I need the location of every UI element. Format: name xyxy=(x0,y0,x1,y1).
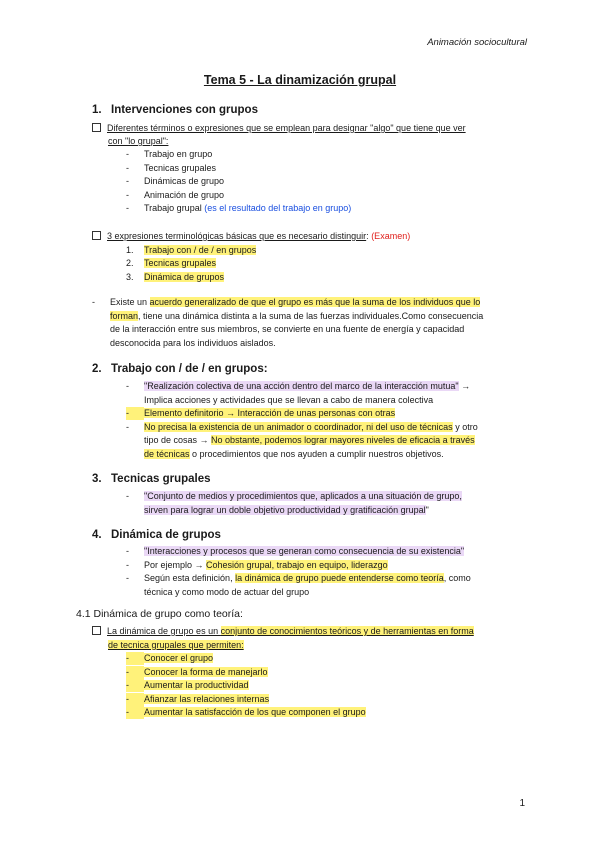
section-1-title: Intervenciones con grupos xyxy=(111,104,258,116)
exam-tag: (Examen) xyxy=(371,231,411,241)
list-item: - Aumentar la satisfacción de los que componen el grupo xyxy=(126,706,366,719)
checkbox-icon[interactable] xyxy=(92,123,101,132)
page-title: Tema 5 - La dinamización grupal xyxy=(203,73,397,87)
list-item: 1. Trabajo con / de / en grupos xyxy=(126,244,257,255)
subsection-4-1-heading: 4.1 Dinámica de grupo como teoría: xyxy=(76,608,243,620)
list-item: - No precisa la existencia de un animador o coordinador, ni del uso de técnicas y otro xyxy=(126,421,478,432)
list-item: 2. Tecnicas grupales xyxy=(126,258,217,268)
list-item: - Aumentar la productividad xyxy=(126,679,249,692)
section-4-heading: 4. Dinámica de grupos xyxy=(92,529,221,541)
list-item: - Afianzar las relaciones internas xyxy=(126,693,269,706)
paragraph-line1: Existe un acuerdo generalizado de que el grupo es más que la suma de los individuos que lo xyxy=(110,297,481,307)
list-item-cont: sirven para lograr un doble objetivo productividad y gratificación grupal" xyxy=(144,504,429,515)
list-item-cont: técnica y como modo de actuar del grupo xyxy=(144,586,310,597)
paragraph-line2: forman, tiene una dinámica distinta a la suma de las fuerzas individuales.Como consecuencia xyxy=(110,310,484,321)
list-item: 3. Dinámica de grupos xyxy=(126,271,225,282)
list-item: - Trabajo grupal (es el resultado del trabajo en grupo) xyxy=(126,203,352,213)
checkbox-icon[interactable] xyxy=(92,231,101,240)
page-number: 1 xyxy=(519,798,525,809)
theory-checkbox-item: La dinámica de grupo es un conjunto de conocimientos teóricos y de herramientas en forma xyxy=(92,625,474,638)
paragraph-line3: de la interacción entre sus miembros, se convierte en una fuente de energía y capacidad xyxy=(110,324,465,334)
list-item-cont: de técnicas o procedimientos que nos ayuden a cumplir nuestros objetivos. xyxy=(144,448,444,459)
list-item: - "Interacciones y procesos que se generan como consecuencia de su existencia" xyxy=(126,546,465,556)
list-item: - "Realización colectiva de una acción dentro del marco de la interacción mutua" → xyxy=(126,381,471,391)
list-item-cont: Implica acciones y actividades que se llevan a cabo de manera colectiva xyxy=(144,394,434,405)
list-item: - Según esta definición, la dinámica de grupo puede entenderse como teoría, como xyxy=(126,573,471,583)
section-3-heading: 3. Tecnicas grupales xyxy=(92,473,211,485)
list-item: - "Conjunto de medios y procedimientos que, aplicados a una situación de grupo, xyxy=(126,491,462,501)
list-item: - Conocer la forma de manejarlo xyxy=(126,666,268,679)
terms-checkbox-line1: Diferentes términos o expresiones que se emplean para designar "algo" que tiene que ver xyxy=(107,123,466,133)
paragraph-dash: - xyxy=(92,297,95,307)
list-item: - Animación de grupo xyxy=(126,189,225,200)
section-1-heading xyxy=(92,104,258,116)
theory-checkbox-line2: de tecnica grupales que permiten: xyxy=(108,639,244,650)
list-item: - Tecnicas grupales xyxy=(126,162,217,173)
terms-checkbox-item xyxy=(92,122,466,135)
list-item: - Trabajo en grupo xyxy=(126,149,213,159)
running-header: Animación sociocultural xyxy=(427,37,527,48)
trabajo-grupal-note: (es el resultado del trabajo en grupo) xyxy=(204,203,352,213)
section-1-number: 1. xyxy=(92,104,102,116)
section-2-heading: 2. Trabajo con / de / en grupos: xyxy=(92,363,268,375)
list-item-cont: tipo de cosas → No obstante, podemos lograr mayores niveles de eficacia a través xyxy=(144,435,475,445)
list-item: - Dinámicas de grupo xyxy=(126,176,225,186)
expressions-checkbox-item: 3 expresiones terminológicas básicas que es necesario distinguir: (Examen) xyxy=(92,230,410,243)
list-item: - Conocer el grupo xyxy=(126,652,213,665)
terms-checkbox-line2: con "lo grupal": xyxy=(108,136,169,146)
list-item: - Elemento definitorio → Interacción de unas personas con otras xyxy=(126,407,395,420)
list-item: - Por ejemplo → Cohesión grupal, trabajo en equipo, liderazgo xyxy=(126,559,388,570)
checkbox-icon[interactable] xyxy=(92,626,101,635)
paragraph-line4: desconocida para los individuos aislados. xyxy=(110,337,276,348)
